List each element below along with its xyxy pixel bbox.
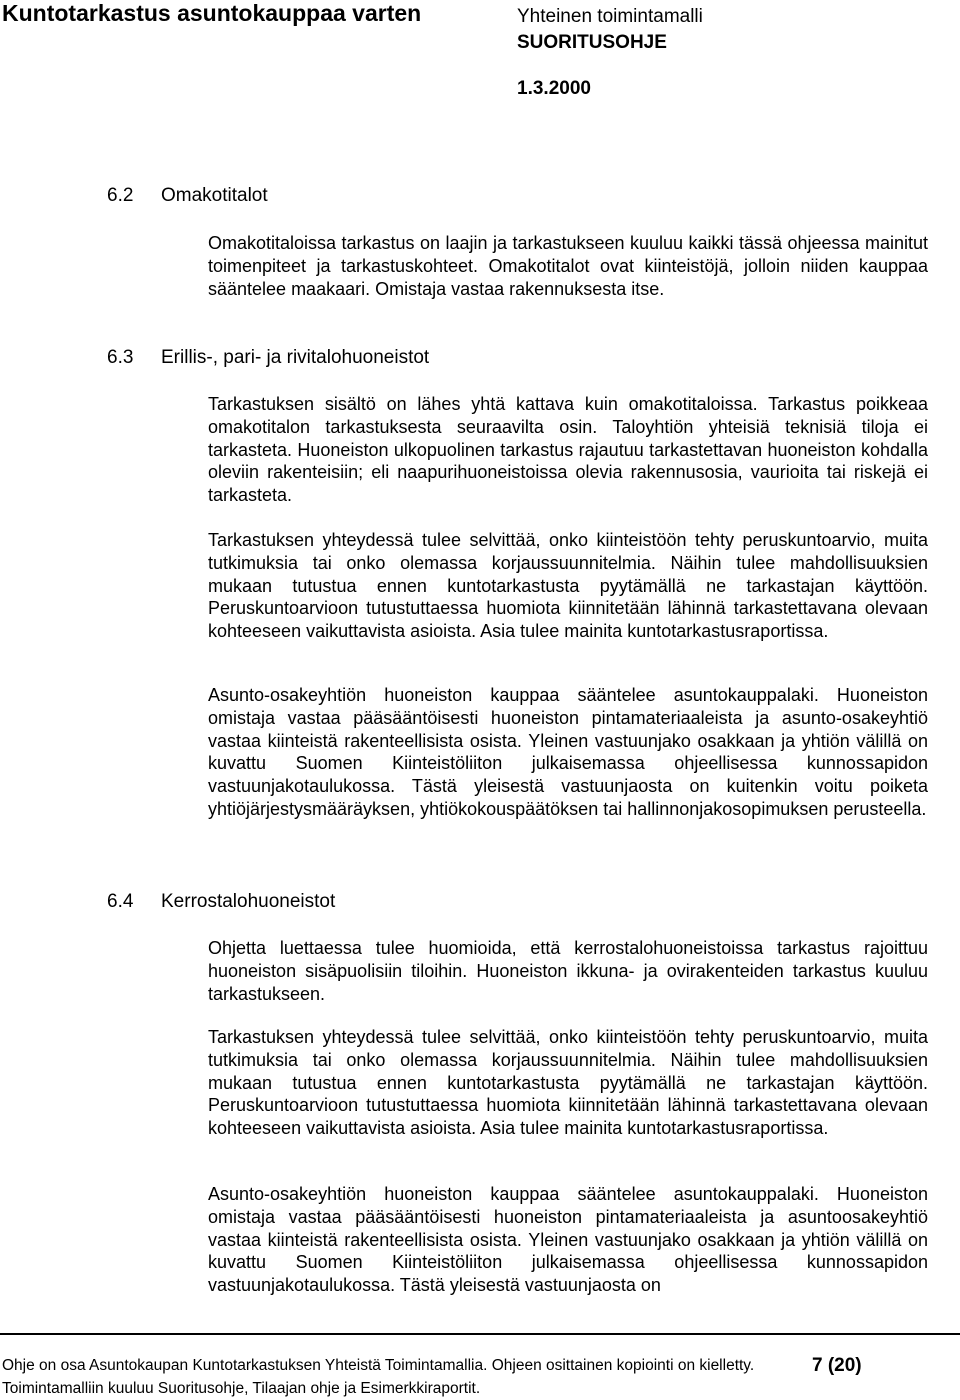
footer-contents-note: Toimintamalliin kuuluu Suoritusohje, Tilaajan ohje ja Esimerkkiraportit. (2, 1380, 481, 1397)
section-title: Erillis-, pari- ja rivitalohuoneistot (161, 347, 430, 368)
header-doc-type: SUORITUSOHJE (517, 32, 667, 53)
header-date: 1.3.2000 (517, 78, 591, 99)
section-paragraph: Tarkastuksen yhteydessä tulee selvittää, onko kiinteistöön tehty peruskuntoarvio, muita tutkimuksia tai onko olemassa korjaussuunnitelmia. Näihin tulee mahdollisuuksien mukaan tutustua ennen kuntotarkastusta pyytämällä ne tarkastajan käyttöön. Peruskuntoarvioon tutustuttaessa huomiota kiinnitetään lähinnä tarkastettavana olevaan kohteeseen vaikuttavista asioista. Asia tulee mainita kuntotarkastusraportissa. (208, 1027, 928, 1139)
header-subtitle: Yhteinen toimintamalli (517, 6, 703, 27)
section-paragraph: Asunto-osakeyhtiön huoneiston kauppaa sääntelee asuntokauppalaki. Huoneiston omistaja vastaa pääsääntöisesti huoneiston pintamateriaaleista ja asuntoosakeyhtiö vastaa kiinteistä rakenteellisista osista. Yleinen vastuunjako osakkaan ja yhtiön välillä on kuvattu Suomen Kiinteistöliiton julkaisemassa ohjeellisessa kunnossapidon vastuunjakotaulukossa. Tästä yleisestä vastuunjaosta on (208, 1184, 928, 1296)
footer-divider (0, 1333, 960, 1335)
section-paragraph: Tarkastuksen sisältö on lähes yhtä kattava kuin omakotitaloissa. Tarkastus poikkeaa omakotitalon tarkastuksesta seuraavilta osin. Taloyhtiön yhteisiä teknisiä tiloja ei tarkasteta. Huoneiston ulkopuolinen tarkastus rajautuu tarkastettavan huoneiston kohdalla oleviin rakenteisiin; eli naapurihuoneistoissa olevia rakennusosia, vaurioita tai riskejä ei tarkasteta. (208, 394, 928, 506)
section-paragraph: Omakotitaloissa tarkastus on laajin ja tarkastukseen kuuluu kaikki tässä ohjeessa mainitut toimenpiteet ja tarkastuskohteet. Omakotitalot ovat kiinteistöjä, jolloin niiden kauppaa sääntelee maakaari. Omistaja vastaa rakennuksesta itse. (208, 233, 928, 299)
document-title: Kuntotarkastus asuntokauppaa varten (2, 0, 422, 26)
header-block (517, 4, 703, 56)
section-paragraph: Ohjetta luettaessa tulee huomioida, että kerrostalohuoneistoissa tarkastus rajoittuu huoneiston sisäpuolisiin tiloihin. Huoneiston ikkuna- ja ovirakenteiden tarkastus kuuluu tarkastukseen. (208, 938, 928, 1004)
section-title: Omakotitalot (161, 185, 268, 206)
section-title: Kerrostalohuoneistot (161, 891, 336, 912)
section-number: 6.3 (107, 347, 134, 368)
page-number: 7 (20) (812, 1355, 862, 1376)
section-paragraph: Tarkastuksen yhteydessä tulee selvittää, onko kiinteistöön tehty peruskuntoarvio, muita tutkimuksia tai onko olemassa korjaussuunnitelmia. Näihin tulee mahdollisuuksien mukaan tutustua ennen kuntotarkastusta pyytämällä ne tarkastajan käyttöön. Peruskuntoarvioon tutustuttaessa huomiota kiinnitetään lähinnä tarkastettavana olevaan kohteeseen vaikuttavista asioista. Asia tulee mainita kuntotarkastusraportissa. (208, 530, 928, 642)
section-paragraph: Asunto-osakeyhtiön huoneiston kauppaa sääntelee asuntokauppalaki. Huoneiston omistaja vastaa pääsääntöisesti huoneiston pintamateriaaleista ja asunto-osakeyhtiö vastaa kiinteistä rakenteellisista osista. Yleinen vastuunjako osakkaan ja yhtiön välillä on kuvattu Suomen Kiinteistöliiton julkaisemassa ohjeellisessa kunnossapidon vastuunjakotaulukossa. Tästä yleisestä vastuunjaosta on kuitenkin voitu poiketa yhtiöjärjestysmääräyksen, yhtiökokouspäätöksen tai hallinnonjakosopimuksen perusteella. (208, 685, 928, 819)
section-number: 6.4 (107, 891, 134, 912)
footer-copyright-note: Ohje on osa Asuntokaupan Kuntotarkastuksen Yhteistä Toimintamallia. Ohjeen osittainen kopiointi on kielletty. (2, 1357, 755, 1374)
section-number: 6.2 (107, 185, 134, 206)
